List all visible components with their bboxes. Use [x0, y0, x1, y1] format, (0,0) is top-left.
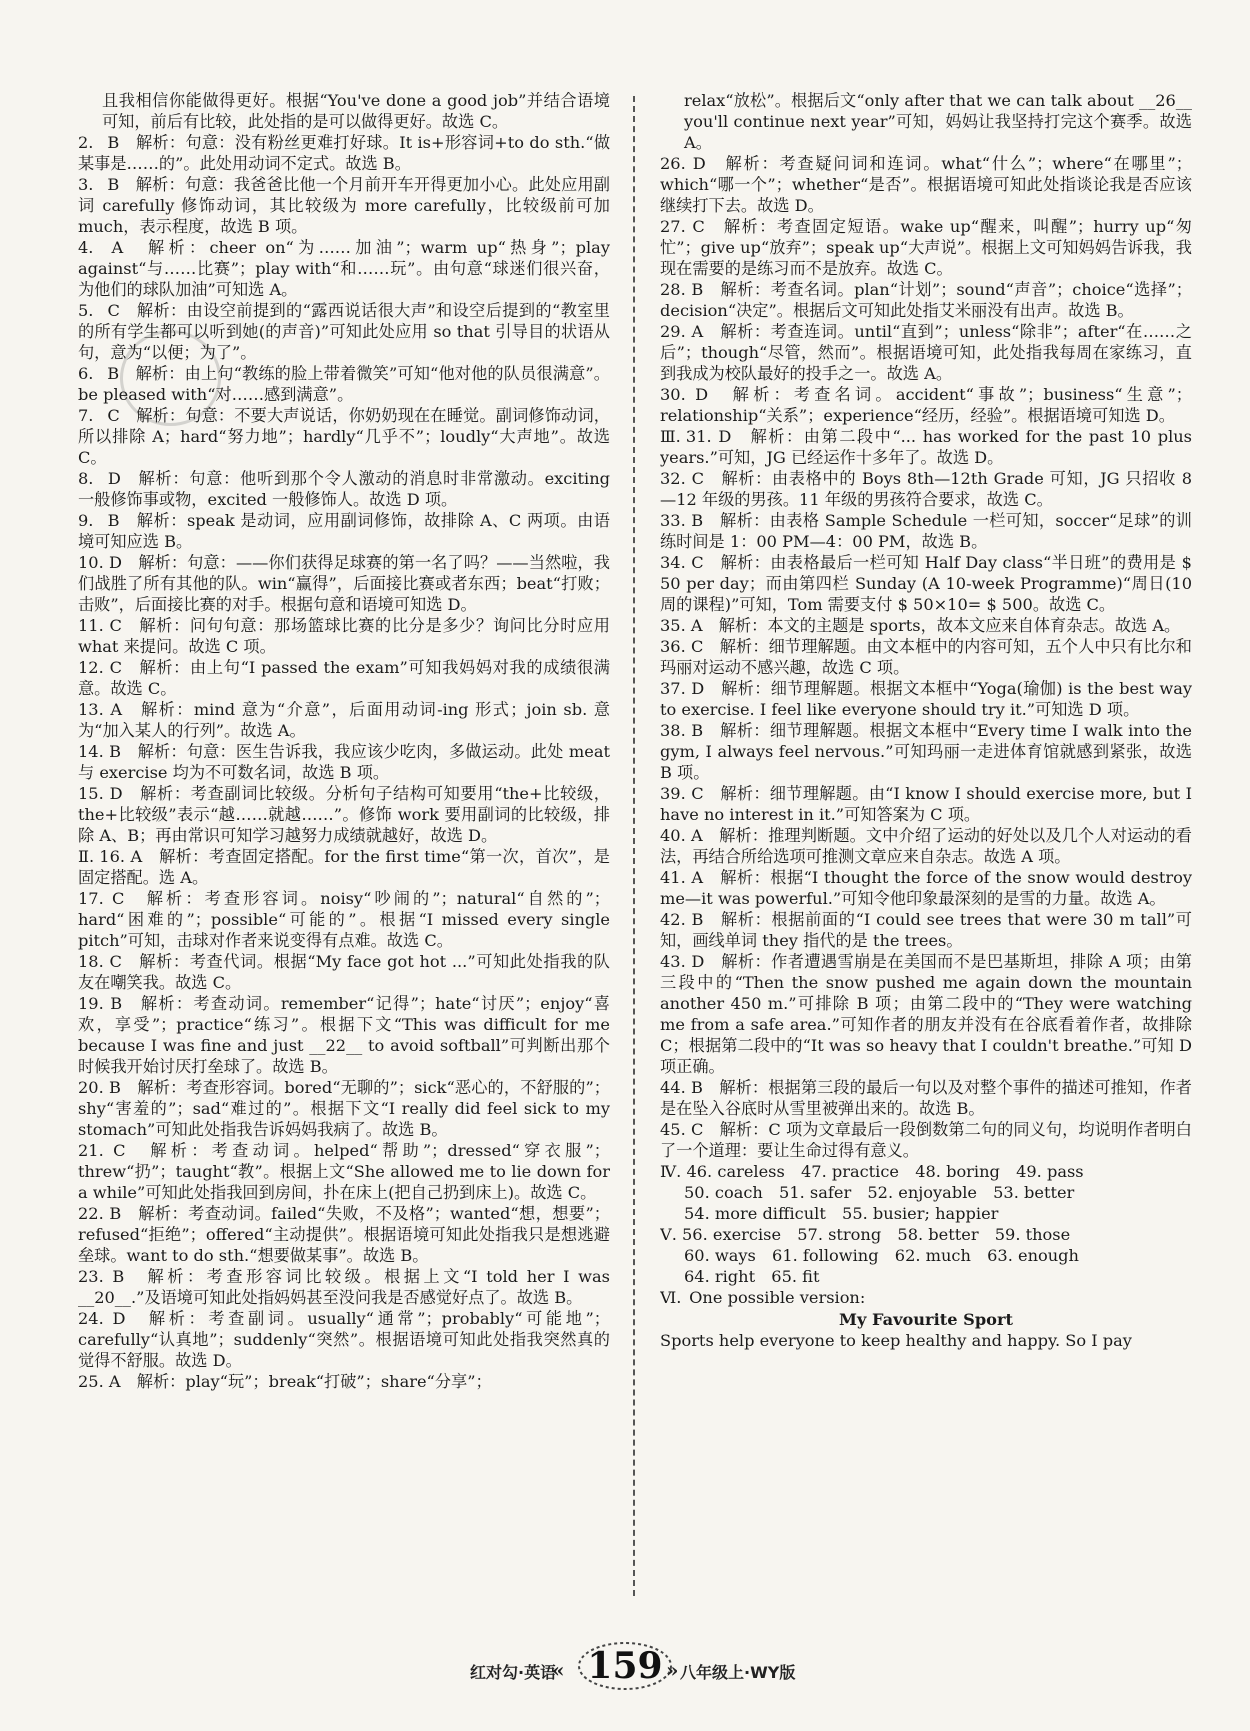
question-number: 14.: [78, 742, 104, 761]
question-number: Ⅲ. 31.: [660, 427, 712, 446]
answer-text: 且我相信你能做得更好。根据“You've done a good job”并结合语境可知，前后有比较，此处指的是可以做得更好。故选 C。: [102, 91, 610, 131]
answer-text: 60. ways 61. following 62. much 63. enough: [684, 1246, 1079, 1265]
answer-text: C 解析：由表格中的 Boys 8th—12th Grade 可知，JG 只招收 8—12 年级的男孩。11 年级的男孩符合要求，故选 C。: [660, 469, 1192, 509]
answer-entry: [660, 678, 1192, 720]
answer-entry: [78, 405, 610, 468]
question-number: 41.: [660, 868, 686, 887]
answer-text: C 解析：问句句意：那场篮球比赛的比分是多少？询问比分时应用 what 来提问。故选 C 项。: [78, 616, 610, 656]
answer-entry: [78, 468, 610, 510]
answer-entry: [660, 321, 1192, 384]
answer-text: B 解析：考查形容词。bored“无聊的”；sick“恶心的，不舒服的”；shy“害羞的”；sad“难过的”。根据下文“I really did feel sick to my stomach”可知此处指我告诉妈妈我病了。故选 B。: [78, 1078, 610, 1139]
answer-text: C 解析：细节理解题。由“I know I should exercise more, but I have no interest in it.”可知答案为 C 项。: [660, 784, 1192, 824]
answer-entry: [660, 867, 1192, 909]
answer-entry: [660, 1266, 1192, 1287]
answer-entry: [660, 825, 1192, 867]
question-number: 43.: [660, 952, 686, 971]
answer-entry: [78, 552, 610, 615]
answer-text: D 解析：细节理解题。根据文本框中“Yoga(瑜伽) is the best way to exercise. I feel like everyone should try it.”可知选 D 项。: [660, 679, 1192, 719]
answer-entry: [78, 1371, 610, 1392]
answer-text: B 解析：根据前面的“I could see trees that were 30 m tall”可知，画线单词 they 指代的是 the trees。: [660, 910, 1192, 950]
answer-entry: [78, 783, 610, 846]
essay-title: My Favourite Sport: [839, 1310, 1013, 1329]
answer-text: D 解析：考查副词。usually“通常”；probably“可能地”；carefully“认真地”；suddenly“突然”。根据语境可知此处指我突然真的觉得不舒服。故选 D。: [78, 1309, 610, 1370]
answer-text: 64. right 65. fit: [684, 1267, 820, 1286]
answer-entry: [660, 1077, 1192, 1119]
question-number: 23.: [78, 1267, 104, 1286]
left-chevron: «: [552, 1658, 565, 1682]
answer-entry: [660, 1119, 1192, 1161]
answer-entry: [660, 1161, 1192, 1182]
answer-entry: [660, 468, 1192, 510]
answer-entry: [660, 951, 1192, 1077]
question-number: 13.: [78, 700, 104, 719]
question-number: 40.: [660, 826, 686, 845]
answer-text: B 解析：细节理解题。根据文本框中“Every time I walk into the gym, I always feel nervous.”可知玛丽一走进体育馆就感到紧张，故选 B 项。: [660, 721, 1192, 782]
answer-text: D 解析：句意：——你们获得足球赛的第一名了吗？——当然啦，我们战胜了所有其他的队。win“赢得”，后面接比赛或者东西；beat“打败；击败”，后面接比赛的对手。根据句意和语境可知选 D。: [78, 553, 610, 614]
question-number: Ⅳ. 46.: [660, 1162, 713, 1181]
answer-entry: [660, 615, 1192, 636]
answer-entry: [660, 909, 1192, 951]
answer-entry: [78, 741, 610, 783]
answer-text: A 解析：本文的主题是 sports，故本文应来自体育杂志。故选 A。: [690, 616, 1181, 635]
question-number: 15.: [78, 784, 104, 803]
answer-text: D 解析：考查副词比较级。分析句子结构可知要用“the+比较级，the+比较级”表示“越……就越……”。修饰 work 要用副词的比较级，排除 A、B；再由常识可知学习越努力成绩就越好，故选 D。: [78, 784, 610, 845]
answer-text: C 解析：由上句“I passed the exam”可知我妈妈对我的成绩很满意。故选 C。: [78, 658, 610, 698]
question-number: 34.: [660, 553, 686, 572]
page-number: 159: [575, 1640, 675, 1692]
question-number: 5.: [78, 301, 94, 320]
answer-entry: [78, 1266, 610, 1308]
right-column: [660, 90, 1192, 1610]
answer-text: B 解析：句意：我爸爸比他一个月前开车开得更加小心。此处应用副词 carefully 修饰动词，其比较级为 more carefully，比较级前可加 much，表示程度，故选 B 项。: [78, 175, 610, 236]
answer-entry: [660, 1224, 1192, 1245]
answer-text: D 解析：考查名词。accident“事故”；business“生意”；relationship“关系”；experience“经历，经验”。根据语境可知选 D。: [660, 385, 1192, 425]
answer-entry: [78, 90, 610, 132]
answer-entry: [660, 426, 1192, 468]
answer-text: A 解析：考查连词。until“直到”；unless“除非”；after“在……之后”；though“尽管，然而”。根据语境可知，此处指我每周在家练习，直到我成为校队最好的投手之一。故选 A。: [660, 322, 1192, 383]
question-number: 20.: [78, 1078, 104, 1097]
answer-entry: [660, 510, 1192, 552]
question-number: 39.: [660, 784, 686, 803]
question-number: 36.: [660, 637, 686, 656]
answer-entry: [660, 1245, 1192, 1266]
question-number: 37.: [660, 679, 686, 698]
answer-text: C 解析：考查代词。根据“My face got hot ...”可知此处指我的队友在嘲笑我。故选 C。: [78, 952, 610, 992]
answer-text: B 解析：句意：没有粉丝更难打好球。It is+形容词+to do sth.“做某事是……的”。此处用动词不定式。故选 B。: [78, 133, 610, 173]
question-number: 4.: [78, 238, 94, 257]
question-number: Ⅱ. 16.: [78, 847, 126, 866]
question-number: 2.: [78, 133, 94, 152]
answer-entry: [660, 1182, 1192, 1203]
right-chevron: »: [666, 1658, 679, 1682]
question-number: 21.: [78, 1141, 104, 1160]
question-number: 10.: [78, 553, 104, 572]
answer-text: C 解析：考查形容词。noisy“吵闹的”；natural“自然的”；hard“困难的”；possible“可能的”。根据“I missed every single pitch”可知，击球对作者来说变得有点难。故选 C。: [78, 889, 610, 950]
question-number: 42.: [660, 910, 686, 929]
question-number: 32.: [660, 469, 686, 488]
answer-text: B 解析：由上句“教练的脸上带着微笑”可知“他对他的队员很满意”。be pleased with“对……感到满意”。: [78, 364, 610, 404]
answer-text: A 解析：play“玩”；break“打破”；share“分享”；: [108, 1372, 492, 1391]
answer-text: A 解析：推理判断题。文中介绍了运动的好处以及几个人对运动的看法，再结合所给选项可推测文章应来自杂志。故选 A 项。: [660, 826, 1192, 866]
answer-text: C 解析：句意：不要大声说话，你奶奶现在在睡觉。副词修饰动词，所以排除 A；hard“努力地”；hardly“几乎不”；loudly“大声地”。故选 C。: [78, 406, 610, 467]
answer-text: C 解析：细节理解题。由文本框中的内容可知，五个人中只有比尔和玛丽对运动不感兴趣，故选 C 项。: [660, 637, 1192, 677]
question-number: 18.: [78, 952, 104, 971]
answer-text: C 解析：C 项为文章最后一段倒数第二句的同义句，均说明作者明白了一个道理：要让生命过得有意义。: [660, 1120, 1192, 1160]
question-number: 12.: [78, 658, 104, 677]
answer-text: B 解析：由表格 Sample Schedule 一栏可知，soccer“足球”的训练时间是 1：00 PM—4：00 PM，故选 B。: [660, 511, 1192, 551]
essay-body: Sports help everyone to keep healthy and happy. So I pay: [660, 1331, 1132, 1350]
answer-text: C 解析：由设空前提到的“露西说话很大声”和设空后提到的“教室里的所有学生都可以听到她(的声音)”可知此处应用 so that 引导目的状语从句，意为“以便；为了”。: [78, 301, 610, 362]
answer-text: B 解析：根据第三段的最后一句以及对整个事件的描述可推知，作者是在坠入谷底时从雪里被弹出来的。故选 B。: [660, 1078, 1192, 1118]
question-number: 3.: [78, 175, 94, 194]
question-number: 30.: [660, 385, 686, 404]
answer-text: exercise 57. strong 58. better 59. those: [712, 1225, 1071, 1244]
answer-entry: [660, 153, 1192, 216]
question-number: 33.: [660, 511, 686, 530]
question-number: 29.: [660, 322, 686, 341]
answer-text: B 解析：考查名词。plan“计划”；sound“声音”；choice“选择”；decision“决定”。根据后文可知此处指艾米丽没有出声。故选 B。: [660, 280, 1192, 320]
answer-entry: [660, 1203, 1192, 1224]
answer-entry: [660, 720, 1192, 783]
answer-text: A 解析：考查固定搭配。for the first time“第一次，首次”，是固定搭配。选 A。: [78, 847, 610, 887]
answer-text: A 解析：cheer on“为……加油”；warm up“热身”；play against“与……比赛”；play with“和……玩”。由句意“球迷们很兴奋，为他们的球队加油”可知选 A。: [78, 238, 610, 299]
answer-text: A 解析：根据“I thought the force of the snow would destroy me—it was powerful.”可知令他印象最深刻的是雪的力量。故选 A。: [660, 868, 1192, 908]
answer-entry: [78, 132, 610, 174]
answer-entry: [660, 384, 1192, 426]
answer-text: One possible version:: [689, 1288, 866, 1307]
answer-text: 50. coach 51. safer 52. enjoyable 53. better: [684, 1183, 1075, 1202]
question-number: 17.: [78, 889, 104, 908]
question-number: 9.: [78, 511, 94, 530]
answer-text: 54. more difficult 55. busier; happier: [684, 1204, 999, 1223]
answer-entry: [78, 174, 610, 237]
answer-entry: [660, 216, 1192, 279]
question-number: 8.: [78, 469, 94, 488]
question-number: 44.: [660, 1078, 686, 1097]
answer-entry: [660, 279, 1192, 321]
answer-text: C 解析：由表格最后一栏可知 Half Day class“半日班”的费用是 $ 50 per day；而由第四栏 Sunday (A 10-week Programme)“周日(10 周的课程)”可知，Tom 需要支付 $ 50×10= $ 500。故选 C。: [660, 553, 1192, 614]
answer-entry: [78, 993, 610, 1077]
question-number: 6.: [78, 364, 94, 383]
question-number: 11.: [78, 616, 104, 635]
question-number: 38.: [660, 721, 686, 740]
answer-entry: [660, 90, 1192, 153]
answer-entry: [78, 1140, 610, 1203]
answer-text: B 解析：考查动词。failed“失败，不及格”；wanted“想，想要”；refused“拒绝”；offered“主动提供”。根据语境可知此处指我只是想逃避垒球。want to do sth.“想要做某事”。故选 B。: [78, 1204, 610, 1265]
answer-entry: [78, 237, 610, 300]
answer-text: D 解析：由第二段中“... has worked for the past 10 plus years.”可知，JG 已经运作十多年了。故选 D。: [660, 427, 1192, 467]
question-number: 25.: [78, 1372, 104, 1391]
answer-entry: [78, 699, 610, 741]
column-divider: [633, 96, 635, 1596]
answer-entry: [78, 510, 610, 552]
answer-entry: [78, 1308, 610, 1371]
question-number: 19.: [78, 994, 104, 1013]
answer-text: A 解析：mind 意为“介意”，后面用动词-ing 形式；join sb. 意为“加入某人的行列”。故选 A。: [78, 700, 610, 740]
answer-entry: [78, 363, 610, 405]
question-number: 35.: [660, 616, 686, 635]
question-number: 28.: [660, 280, 686, 299]
answer-text: B 解析：考查动词。remember“记得”；hate“讨厌”；enjoy“喜欢，享受”；practice“练习”。根据下文“This was difficult for me because I was fine and just __22__ to avoid softball”可判断出那个时候我开始讨厌打垒球了。故选 B。: [78, 994, 610, 1076]
answer-text: C 解析：考查动词。helped“帮助”；dressed“穿衣服”；threw“扔”；taught“教”。根据上文“She allowed me to lie down for a while”可知此处指我回到房间，扑在床上(把自己扔到床上)。故选 C。: [78, 1141, 610, 1202]
answer-entry: [78, 615, 610, 657]
question-number: 24.: [78, 1309, 104, 1328]
answer-text: D 解析：考查疑问词和连词。what“什么”；where“在哪里”；which“哪一个”；whether“是否”。根据语境可知此处指谈论我是否应该继续打下去。故选 D。: [660, 154, 1192, 215]
grade-edition-label: 八年级上·WY版: [680, 1663, 796, 1682]
question-number: 27.: [660, 217, 686, 236]
answer-text: B 解析：句意：医生告诉我，我应该少吃肉，多做运动。此处 meat 与 exercise 均为不可数名词，故选 B 项。: [78, 742, 610, 782]
answer-entry: [78, 846, 610, 888]
question-number: Ⅵ.: [660, 1288, 682, 1307]
book-series-label: 红对勾·英语: [470, 1663, 557, 1682]
answer-text: D 解析：句意：他听到那个令人激动的消息时非常激动。exciting 一般修饰事或物，excited 一般修饰人。故选 D 项。: [78, 469, 610, 509]
question-number: Ⅴ. 56.: [660, 1225, 708, 1244]
answer-text: B 解析：speak 是动词，应用副词修饰，故排除 A、C 两项。由语境可知应选 B。: [78, 511, 610, 551]
page-footer: [0, 1636, 1250, 1696]
answer-text: C 解析：考查固定短语。wake up“醒来，叫醒”；hurry up“匆忙”；give up“放弃”；speak up“大声说”。根据上文可知妈妈告诉我，我现在需要的是练习而不是放弃。故选 C。: [660, 217, 1192, 278]
answer-text: relax“放松”。根据后文“only after that we can talk about __26__ you'll continue next year”可知，妈妈让我坚持打完这个赛季。故选 A。: [684, 91, 1192, 152]
answer-text: careless 47. practice 48. boring 49. pass: [717, 1162, 1084, 1181]
answer-text: D 解析：作者遭遇雪崩是在美国而不是巴基斯坦，排除 A 项；由第三段中的“Then the snow pushed me again down the mountain another 450 m.”可排除 B 项；由第二段中的“They were watching me from a safe area.”可知作者的朋友并没有在谷底看着作者，故排除 C；根据第二段中的“It was so heavy that I couldn't breathe.”可知 D 项正确。: [660, 952, 1192, 1076]
question-number: 7.: [78, 406, 94, 425]
answer-entry: [78, 951, 610, 993]
answer-entry: [660, 783, 1192, 825]
question-number: 22.: [78, 1204, 104, 1223]
answer-entry: [78, 1077, 610, 1140]
answer-entry: [660, 636, 1192, 678]
question-number: 26.: [660, 154, 686, 173]
answer-entry: [78, 1203, 610, 1266]
answer-entry: [660, 1287, 1192, 1308]
answer-entry: [78, 888, 610, 951]
answer-entry: [78, 657, 610, 699]
question-number: 45.: [660, 1120, 686, 1139]
answer-entry: [78, 300, 610, 363]
answer-entry: [660, 552, 1192, 615]
left-column: [78, 90, 610, 1610]
answer-text: B 解析：考查形容词比较级。根据上文“I told her I was __20__.”及语境可知此处指妈妈甚至没问我是否感觉好点了。故选 B。: [78, 1267, 610, 1307]
